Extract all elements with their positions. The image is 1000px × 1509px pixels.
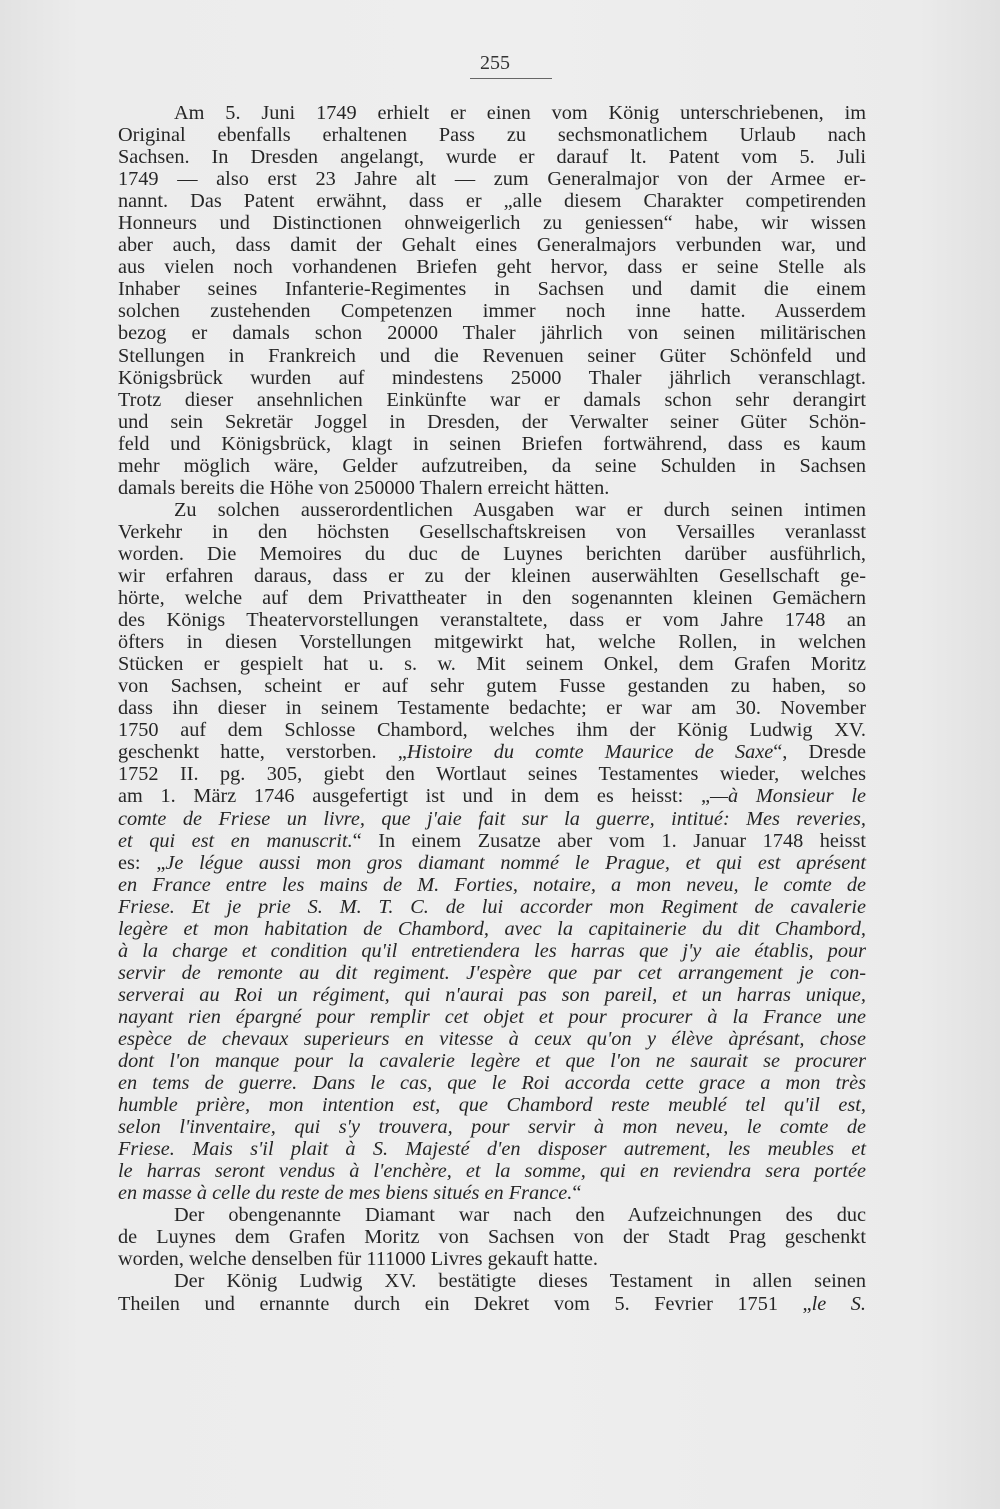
text-segment: am 1. März 1746 ausgefertigt ist und in dem es heisst: „ (118, 785, 710, 808)
text-line (118, 433, 866, 455)
text-segment: Am 5. Juni 1749 erhielt er einen vom König unterschriebenen, im (174, 102, 866, 124)
text-line (118, 1116, 866, 1138)
text-segment: Zu solchen ausserordentlichen Ausgaben war er durch seinen intimen (174, 498, 866, 521)
text-segment: Königsbrück wurden auf mindestens 25000 Thaler jährlich veranschlagt. (118, 366, 866, 389)
text-line (118, 1028, 866, 1050)
italic-text-segment: humble prière, mon intention est, que Chambord reste meublé tel qu'il est, (118, 1094, 866, 1117)
italic-text-segment: et qui est en manuscrit. (118, 829, 353, 852)
text-segment: wir erfahren daraus, dass er zu der kleinen auserwählten Gesellschaft ge- (118, 564, 866, 587)
text-line (118, 1270, 866, 1292)
text-line (118, 1072, 866, 1094)
text-line (118, 300, 866, 322)
text-line (118, 741, 866, 763)
text-line (118, 234, 866, 256)
text-line (118, 477, 866, 499)
text-line (118, 1182, 866, 1204)
text-segment: es: „ (118, 851, 166, 874)
text-line (118, 940, 866, 962)
italic-text-segment: à la charge et condition qu'il entretiendera les harras que j'y aie établis, pour (118, 939, 866, 962)
text-line (118, 675, 866, 697)
text-segment: und sein Sekretär Joggel in Dresden, der Verwalter seiner Güter Schön- (118, 410, 866, 433)
text-line (118, 874, 866, 896)
italic-text-segment: —à Monsieur le (710, 785, 866, 808)
text-line (118, 146, 866, 168)
text-line (118, 719, 866, 741)
text-segment: de Luynes dem Grafen Moritz von Sachsen von der Stadt Prag geschenkt (118, 1226, 866, 1249)
text-segment: Theilen und ernannte durch ein Dekret vom 5. Fevrier 1751 „ (118, 1292, 812, 1315)
text-segment: von Sachsen, scheint er auf sehr gutem Fusse gestanden zu haben, so (118, 675, 866, 698)
text-line (118, 785, 866, 807)
text-line (118, 984, 866, 1006)
text-line (118, 1006, 866, 1028)
italic-text-segment: comte de Friese un livre, que j'aie fait sur la guerre, intitué: Mes reveries, (118, 807, 866, 830)
text-line (118, 1050, 866, 1072)
page-number: 255 (480, 52, 510, 74)
italic-text-segment: selon l'inventaire, qui s'y trouvera, pour servir à mon neveu, le comte de (118, 1116, 866, 1139)
text-line (118, 763, 866, 785)
italic-text-segment: espèce de chevaux superieurs en vitesse à ceux qu'on y élève àprésant, chose (118, 1027, 866, 1050)
text-line (118, 455, 866, 477)
text-segment: “, Dresde (773, 741, 866, 764)
text-line (118, 918, 866, 940)
text-segment: hörte, welche auf dem Privattheater in den sogenannten kleinen Gemächern (118, 587, 866, 610)
text-line (118, 962, 866, 984)
text-line (118, 565, 866, 587)
text-segment: solchen zustehenden Competenzen immer noch inne hatte. Ausserdem (118, 300, 866, 323)
text-line (118, 322, 866, 344)
text-line (118, 1204, 866, 1226)
text-segment: 1749 — also erst 23 Jahre alt — zum Generalmajor von der Armee er- (118, 168, 866, 191)
text-segment: des Königs Theatervorstellungen veranstaltete, dass er vom Jahre 1748 an (118, 609, 866, 632)
text-segment: worden. Die Memoires du duc de Luynes berichten darüber ausführlich, (118, 542, 866, 565)
text-segment: 1750 auf dem Schlosse Chambord, welches ihm der König Ludwig XV. (118, 719, 866, 742)
italic-text-segment: le S. (811, 1292, 866, 1315)
italic-text-segment: le harras seront vendus à l'enchère, et la somme, qui en reviendra sera portée (118, 1160, 866, 1183)
text-line (118, 609, 866, 631)
text-segment: Der obengenannte Diamant war nach den Aufzeichnungen des duc (174, 1204, 866, 1227)
italic-text-segment: en masse à celle du reste de mes biens situés en France. (118, 1182, 573, 1205)
text-segment: dass ihn dieser in seinem Testamente bedachte; er war am 30. November (118, 697, 866, 720)
text-line (118, 1293, 866, 1315)
italic-text-segment: servir de remonte au dit regiment. J'espère que par cet arrangement je con- (118, 961, 866, 984)
text-segment: 1752 II. pg. 305, giebt den Wortlaut seines Testamentes wieder, welches (118, 763, 866, 786)
header-rule (470, 78, 552, 79)
italic-text-segment: serverai au Roi un régiment, qui n'aurai pas son pareil, et un harras unique, (118, 983, 866, 1006)
text-line (118, 367, 866, 389)
italic-text-segment: nayant rien épargné pour remplir cet objet et pour procurer à la France une (118, 1005, 866, 1028)
text-segment: öfters in diesen Vorstellungen mitgewirkt hat, welche Rollen, in welchen (118, 631, 866, 654)
text-line (118, 896, 866, 918)
text-segment: Stücken er gespielt hat u. s. w. Mit seinem Onkel, dem Grafen Moritz (118, 653, 866, 676)
text-segment: Der König Ludwig XV. bestätigte dieses Testament in allen seinen (174, 1270, 866, 1293)
text-line (118, 499, 866, 521)
text-line (118, 1248, 866, 1270)
text-segment: Stellungen in Frankreich und die Revenuen seiner Güter Schönfeld und (118, 344, 866, 367)
text-segment: bezog er damals schon 20000 Thaler jährlich von seinen militärischen (118, 322, 866, 345)
text-line (118, 631, 866, 653)
text-line (118, 808, 866, 830)
text-segment: “ (572, 1182, 582, 1205)
text-line (118, 521, 866, 543)
text-segment: worden, welche denselben für 111000 Livres gekauft hatte. (118, 1248, 599, 1271)
italic-text-segment: legère et mon habitation de Chambord, avec la capitainerie du dit Chambord, (118, 917, 866, 940)
text-segment: Original ebenfalls erhaltenen Pass zu sechsmonatlichem Urlaub nach (118, 124, 866, 147)
body-text (118, 102, 866, 1315)
text-line (118, 1138, 866, 1160)
italic-text-segment: dont l'on manque pour la cavalerie legère et que l'on ne saurait se procurer (118, 1050, 866, 1073)
italic-text-segment: Friese. Et je prie S. M. T. C. de lui accorder mon Regiment de cavalerie (118, 895, 866, 918)
italic-text-segment: Histoire du comte Maurice de Saxe (406, 741, 774, 764)
text-segment: Verkehr in den höchsten Gesellschaftskreisen von Versailles veranlasst (118, 520, 866, 543)
text-line (118, 212, 866, 234)
text-line (118, 1226, 866, 1248)
text-line (118, 543, 866, 565)
text-line (118, 1160, 866, 1182)
text-line (118, 168, 866, 190)
italic-text-segment: en France entre les mains de M. Forties, notaire, a mon neveu, le comte de (118, 873, 866, 896)
text-line (118, 389, 866, 411)
text-line (118, 1094, 866, 1116)
text-segment: aber auch, dass damit der Gehalt eines Generalmajors verbunden war, und (118, 234, 866, 257)
text-segment: Sachsen. In Dresden angelangt, wurde er darauf lt. Patent vom 5. Juli (118, 146, 866, 169)
text-line (118, 830, 866, 852)
text-line (118, 345, 866, 367)
text-line (118, 102, 866, 124)
text-line (118, 587, 866, 609)
text-line (118, 124, 866, 146)
text-segment: Honneurs und Distinctionen ohnweigerlich zu geniessen“ habe, wir wissen (118, 212, 866, 235)
text-line (118, 653, 866, 675)
text-segment: “ In einem Zusatze aber vom 1. Januar 1748 heisst (352, 829, 866, 852)
italic-text-segment: en tems de guerre. Dans le cas, que le Roi accorda cette grace a mon très (118, 1072, 866, 1095)
text-segment: Inhaber seines Infanterie-Regimentes in Sachsen und damit die einem (118, 278, 866, 301)
text-segment: damals bereits die Höhe von 250000 Thalern erreicht hätten. (118, 476, 610, 499)
text-segment: nannt. Das Patent erwähnt, dass er „alle diesem Charakter competirenden (118, 190, 866, 213)
text-segment: Trotz dieser ansehnlichen Einkünfte war er damals schon sehr derangirt (118, 388, 866, 411)
text-line (118, 278, 866, 300)
text-segment: mehr möglich wäre, Gelder aufzutreiben, da seine Schulden in Sachsen (118, 454, 866, 477)
text-line (118, 190, 866, 212)
text-segment: aus vielen noch vorhandenen Briefen geht hervor, dass er seine Stelle als (118, 256, 866, 279)
italic-text-segment: Je légue aussi mon gros diamant nommé le Prague, et qui est aprésent (165, 851, 866, 874)
text-line (118, 852, 866, 874)
text-line (118, 411, 866, 433)
text-segment: feld und Königsbrück, klagt in seinen Briefen fortwährend, dass es kaum (118, 432, 866, 455)
text-line (118, 256, 866, 278)
italic-text-segment: Friese. Mais s'il plait à S. Majesté d'en disposer autrement, les meubles et (118, 1138, 866, 1161)
text-segment: geschenkt hatte, verstorben. „ (118, 741, 407, 764)
text-line (118, 697, 866, 719)
